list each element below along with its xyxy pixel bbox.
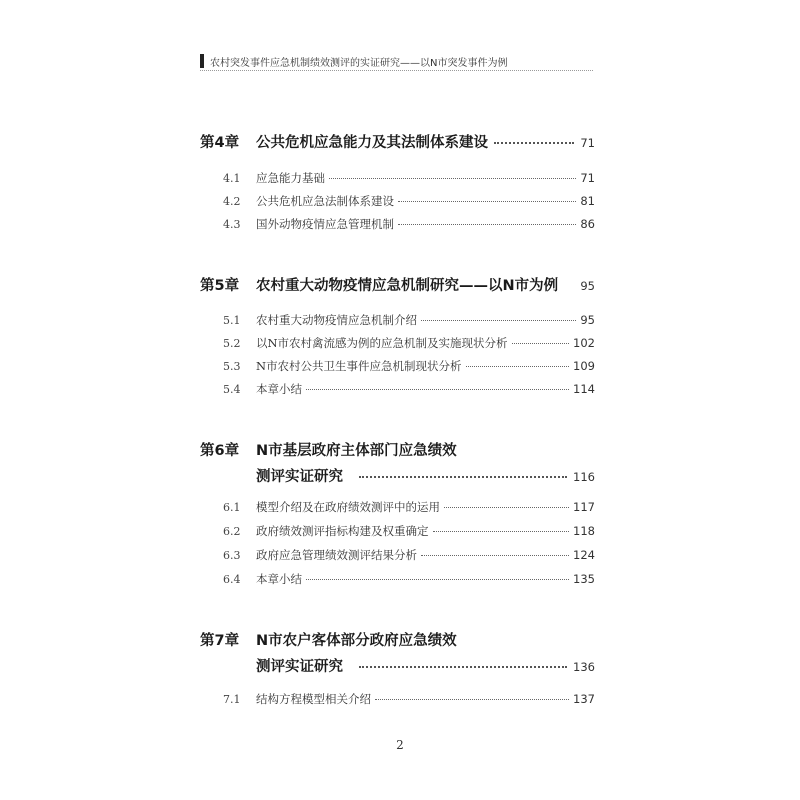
section-page: 71	[580, 171, 595, 185]
toc-section[interactable]	[200, 216, 595, 232]
section-title: 应急能力基础	[256, 171, 325, 185]
section-title: 本章小结	[256, 382, 302, 396]
section-page: 137	[573, 692, 595, 706]
section-title: 结构方程模型相关介绍	[256, 692, 371, 706]
section-title: 政府应急管理绩效测评结果分析	[256, 548, 417, 562]
chapter-label: 第4章	[200, 135, 240, 151]
leader-dots	[444, 507, 569, 508]
chapter-page: 71	[580, 136, 595, 150]
section-title: 本章小结	[256, 572, 302, 586]
leader-dots	[359, 666, 567, 668]
section-page: 114	[573, 382, 595, 396]
section-page: 124	[573, 548, 595, 562]
leader-dots	[433, 531, 570, 532]
chapter-page: 95	[580, 279, 595, 293]
section-number: 5.3	[223, 360, 241, 373]
chapter-page: 136	[573, 660, 595, 674]
leader-dots	[398, 224, 576, 225]
toc-chapter-7[interactable]	[200, 629, 595, 650]
section-number: 6.2	[223, 525, 241, 538]
section-number: 6.4	[223, 573, 241, 586]
leader-dots	[329, 178, 576, 179]
toc-chapter-6-continued[interactable]	[200, 465, 595, 486]
chapter-page: 116	[573, 470, 595, 484]
toc-section[interactable]	[200, 335, 595, 351]
chapter-title-continued: 测评实证研究	[256, 659, 343, 675]
leader-dots	[421, 555, 569, 556]
toc-section[interactable]	[200, 381, 595, 397]
section-title: 模型介绍及在政府绩效测评中的运用	[256, 500, 440, 514]
toc-section[interactable]	[200, 523, 595, 539]
section-number: 4.2	[223, 195, 241, 208]
section-number: 6.3	[223, 549, 241, 562]
toc-chapter-7-continued[interactable]	[200, 655, 595, 676]
leader-dots	[494, 142, 574, 144]
leader-dots	[375, 699, 569, 700]
chapter-title: N市基层政府主体部门应急绩效	[256, 443, 457, 459]
section-title: 农村重大动物疫情应急机制介绍	[256, 313, 417, 327]
page-number: 2	[396, 738, 404, 752]
leader-dots	[398, 201, 576, 202]
toc-section[interactable]	[200, 499, 595, 515]
running-header	[200, 52, 593, 71]
leader-dots	[306, 579, 569, 580]
toc-chapter-4[interactable]	[200, 131, 595, 152]
section-title: N市农村公共卫生事件应急机制现状分析	[256, 359, 462, 373]
section-number: 4.3	[223, 218, 241, 231]
chapter-title: 农村重大动物疫情应急机制研究——以N市为例	[256, 278, 559, 294]
section-number: 7.1	[223, 693, 241, 706]
section-number: 5.1	[223, 314, 241, 327]
toc-section[interactable]	[200, 312, 595, 328]
section-page: 81	[580, 194, 595, 208]
toc-section[interactable]	[200, 691, 595, 707]
leader-dots	[421, 320, 576, 321]
leader-dots	[512, 343, 569, 344]
section-title: 政府绩效测评指标构建及权重确定	[256, 524, 429, 538]
section-number: 5.2	[223, 337, 241, 350]
toc-chapter-5[interactable]	[200, 274, 595, 295]
section-page: 95	[580, 313, 595, 327]
section-number: 5.4	[223, 383, 241, 396]
section-title: 公共危机应急法制体系建设	[256, 194, 394, 208]
section-page: 102	[573, 336, 595, 350]
section-title: 以N市农村禽流感为例的应急机制及实施现状分析	[256, 336, 508, 350]
leader-dots	[359, 476, 567, 478]
section-title: 国外动物疫情应急管理机制	[256, 217, 394, 231]
chapter-label: 第7章	[200, 633, 240, 649]
header-title: 农村突发事件应急机制绩效测评的实证研究——以N市突发事件为例	[210, 57, 508, 69]
chapter-title: N市农户客体部分政府应急绩效	[256, 633, 457, 649]
chapter-label: 第5章	[200, 278, 240, 294]
toc-section[interactable]	[200, 358, 595, 374]
section-page: 118	[573, 524, 595, 538]
leader-dots	[466, 366, 569, 367]
toc-chapter-6[interactable]	[200, 439, 595, 460]
section-page: 109	[573, 359, 595, 373]
toc-section[interactable]	[200, 547, 595, 563]
section-number: 4.1	[223, 172, 241, 185]
leader-dots	[306, 389, 569, 390]
toc-section[interactable]	[200, 571, 595, 587]
chapter-title-continued: 测评实证研究	[256, 469, 343, 485]
section-number: 6.1	[223, 501, 241, 514]
chapter-title: 公共危机应急能力及其法制体系建设	[256, 135, 488, 151]
section-page: 117	[573, 500, 595, 514]
section-page: 86	[580, 217, 595, 231]
toc-section[interactable]	[200, 170, 595, 186]
header-marker	[200, 54, 204, 68]
chapter-label: 第6章	[200, 443, 240, 459]
section-page: 135	[573, 572, 595, 586]
toc-section[interactable]	[200, 193, 595, 209]
